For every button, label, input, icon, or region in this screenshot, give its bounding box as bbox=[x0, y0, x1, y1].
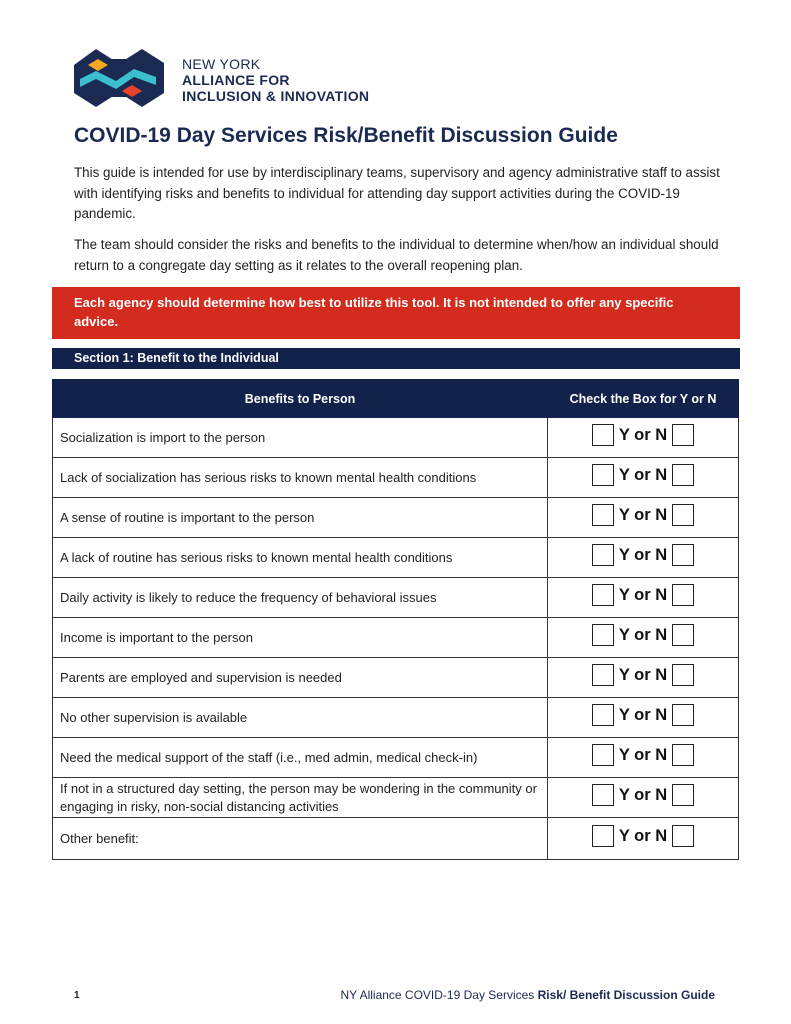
title-regular: COVID-19 Day Services bbox=[74, 124, 314, 147]
ny-alliance-logo bbox=[74, 45, 164, 111]
yes-no-label: Y or N bbox=[618, 786, 668, 804]
no-checkbox[interactable] bbox=[672, 664, 694, 686]
yes-no-cell bbox=[548, 618, 739, 658]
benefit-label: Daily activity is likely to reduce the frequency of behavioral issues bbox=[53, 578, 548, 618]
yes-checkbox[interactable] bbox=[592, 704, 614, 726]
logo-line-1: NEW YORK bbox=[182, 56, 261, 72]
table-row bbox=[53, 618, 739, 658]
benefit-label: Lack of socialization has serious risks to known mental health conditions bbox=[53, 458, 548, 498]
yes-no-label: Y or N bbox=[618, 546, 668, 564]
disclaimer-banner: Each agency should determine how best to utilize this tool. It is not intended to offer any specific advice. bbox=[52, 287, 740, 339]
no-checkbox[interactable] bbox=[672, 624, 694, 646]
benefit-label: Parents are employed and supervision is needed bbox=[53, 658, 548, 698]
yes-no-label: Y or N bbox=[618, 586, 668, 604]
yes-no-group bbox=[592, 744, 694, 766]
table-row bbox=[53, 698, 739, 738]
yes-no-label: Y or N bbox=[618, 626, 668, 644]
yes-no-group bbox=[592, 784, 694, 806]
yes-no-label: Y or N bbox=[618, 426, 668, 444]
yes-no-group bbox=[592, 464, 694, 486]
benefits-table bbox=[52, 379, 739, 860]
yes-no-group bbox=[592, 504, 694, 526]
column-header-check: Check the Box for Y or N bbox=[548, 380, 739, 418]
yes-no-label: Y or N bbox=[618, 666, 668, 684]
table-row bbox=[53, 818, 739, 860]
yes-checkbox[interactable] bbox=[592, 504, 614, 526]
no-checkbox[interactable] bbox=[672, 704, 694, 726]
table-row bbox=[53, 418, 739, 458]
yes-no-cell bbox=[548, 498, 739, 538]
yes-checkbox[interactable] bbox=[592, 544, 614, 566]
title-bold: Risk/Benefit Discussion Guide bbox=[313, 124, 618, 147]
yes-checkbox[interactable] bbox=[592, 664, 614, 686]
no-checkbox[interactable] bbox=[672, 424, 694, 446]
benefit-label: A sense of routine is important to the person bbox=[53, 498, 548, 538]
logo-text bbox=[182, 56, 369, 104]
footer-title bbox=[340, 988, 715, 1002]
yes-no-cell bbox=[548, 698, 739, 738]
yes-no-group bbox=[592, 704, 694, 726]
yes-no-cell bbox=[548, 538, 739, 578]
section-header: Section 1: Benefit to the Individual bbox=[52, 348, 740, 369]
table-row bbox=[53, 498, 739, 538]
yes-no-label: Y or N bbox=[618, 466, 668, 484]
no-checkbox[interactable] bbox=[672, 744, 694, 766]
table-row bbox=[53, 458, 739, 498]
table-row bbox=[53, 578, 739, 618]
yes-no-label: Y or N bbox=[618, 827, 668, 845]
table-row bbox=[53, 778, 739, 818]
logo-line-3: INCLUSION & INNOVATION bbox=[182, 88, 370, 104]
no-checkbox[interactable] bbox=[672, 784, 694, 806]
yes-checkbox[interactable] bbox=[592, 424, 614, 446]
benefit-label: Need the medical support of the staff (i.e., med admin, medical check-in) bbox=[53, 738, 548, 778]
yes-checkbox[interactable] bbox=[592, 825, 614, 847]
page-title bbox=[74, 124, 618, 148]
table-row bbox=[53, 738, 739, 778]
intro-paragraph-2: The team should consider the risks and benefits to the individual to determine when/how an individual should return to a congregate day setting as it relates to the overall reopening plan. bbox=[74, 237, 719, 273]
benefit-label: A lack of routine has serious risks to known mental health conditions bbox=[53, 538, 548, 578]
benefit-label: If not in a structured day setting, the person may be wondering in the community or engaging in risky, non-social distancing activities bbox=[53, 778, 548, 818]
yes-checkbox[interactable] bbox=[592, 744, 614, 766]
footer-title-regular: NY Alliance COVID-19 Day Services bbox=[340, 988, 538, 1002]
footer-title-bold-1: Risk/ bbox=[537, 988, 570, 1002]
table-header-row bbox=[53, 380, 739, 418]
yes-no-cell bbox=[548, 778, 739, 818]
column-header-benefits: Benefits to Person bbox=[53, 380, 548, 418]
no-checkbox[interactable] bbox=[672, 504, 694, 526]
yes-no-cell bbox=[548, 818, 739, 860]
benefit-label: Income is important to the person bbox=[53, 618, 548, 658]
yes-checkbox[interactable] bbox=[592, 584, 614, 606]
yes-no-group bbox=[592, 424, 694, 446]
no-checkbox[interactable] bbox=[672, 464, 694, 486]
yes-no-group bbox=[592, 825, 694, 847]
yes-no-cell bbox=[548, 578, 739, 618]
intro-paragraph-1: This guide is intended for use by interdisciplinary teams, supervisory and agency administrative staff to assist with identifying risks and benefits to individual for attending day support activities during the COVID-19 pandemic. bbox=[74, 165, 720, 221]
yes-no-cell bbox=[548, 738, 739, 778]
page-number: 1 bbox=[74, 990, 80, 1001]
yes-no-label: Y or N bbox=[618, 746, 668, 764]
yes-no-group bbox=[592, 624, 694, 646]
no-checkbox[interactable] bbox=[672, 544, 694, 566]
yes-checkbox[interactable] bbox=[592, 784, 614, 806]
benefit-label: Other benefit: bbox=[53, 818, 548, 860]
footer-title-bold-2: Benefit Discussion Guide bbox=[569, 988, 715, 1002]
benefit-label: No other supervision is available bbox=[53, 698, 548, 738]
yes-checkbox[interactable] bbox=[592, 624, 614, 646]
yes-no-group bbox=[592, 664, 694, 686]
table-row bbox=[53, 658, 739, 698]
no-checkbox[interactable] bbox=[672, 825, 694, 847]
yes-no-cell bbox=[548, 418, 739, 458]
yes-no-cell bbox=[548, 658, 739, 698]
yes-checkbox[interactable] bbox=[592, 464, 614, 486]
yes-no-group bbox=[592, 544, 694, 566]
benefit-label: Socialization is import to the person bbox=[53, 418, 548, 458]
logo-line-2: ALLIANCE FOR bbox=[182, 72, 290, 88]
table-row bbox=[53, 538, 739, 578]
yes-no-cell bbox=[548, 458, 739, 498]
no-checkbox[interactable] bbox=[672, 584, 694, 606]
yes-no-group bbox=[592, 584, 694, 606]
yes-no-label: Y or N bbox=[618, 706, 668, 724]
yes-no-label: Y or N bbox=[618, 506, 668, 524]
